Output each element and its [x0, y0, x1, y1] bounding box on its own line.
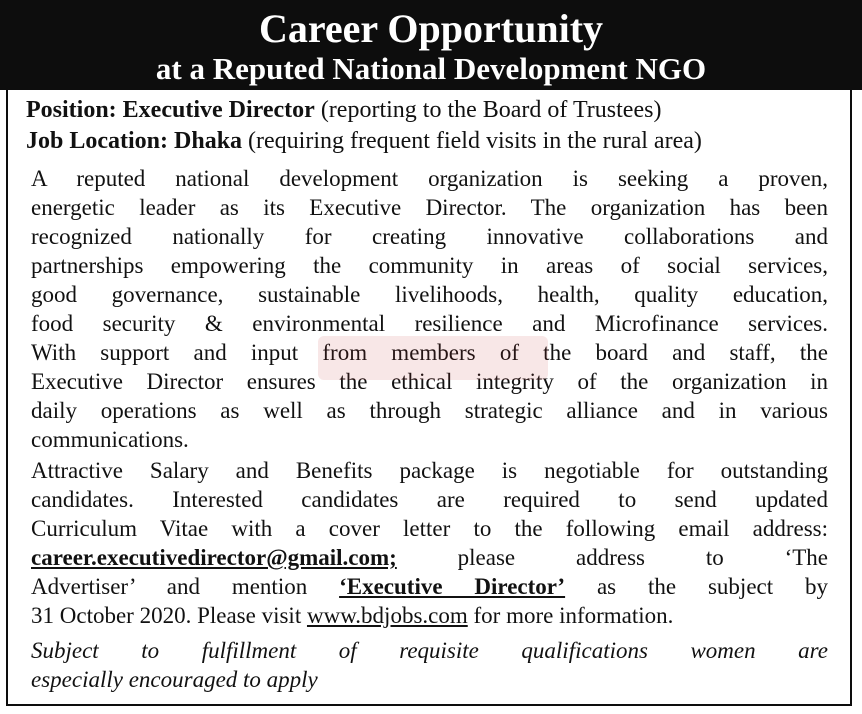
body-line: recognized nationally for creating innovative collaborations and [31, 224, 828, 249]
body-line: communications. [31, 427, 189, 452]
position-line [26, 96, 661, 124]
deadline-after: for more information. [473, 603, 674, 628]
location-label: Job Location: [26, 128, 169, 154]
deadline-before: 31 October 2020. Please visit [31, 603, 302, 628]
position-note: (reporting to the Board of Trustees) [320, 97, 662, 123]
ad-header [0, 0, 862, 90]
footer-line: Subject to fulfillment of requisite qualifications women are [31, 638, 828, 663]
email-line [31, 544, 828, 572]
body-line: Executive Director ensures the ethical integrity of the organization in [31, 369, 828, 394]
ad-subtitle: at a Reputed National Development NGO [155, 51, 707, 86]
location-value: Dhaka [174, 128, 243, 154]
body-line: food security & environmental resilience and Microfinance services. [31, 311, 828, 336]
subject-line [31, 573, 828, 601]
position-label: Position: [26, 97, 117, 123]
apply-line: candidates. Interested candidates are required to send updated [31, 487, 828, 512]
position-value: Executive Director [122, 97, 315, 123]
email-line-rest: please address to ‘The [457, 545, 828, 570]
body-line: With support and input from members of the board and staff, the [31, 340, 828, 365]
body-line: good governance, sustainable livelihoods, health, quality education, [31, 282, 828, 307]
location-note: (requiring frequent field visits in the rural area) [248, 128, 702, 154]
subject-line-after: as the subject by [596, 574, 828, 599]
body-line: energetic leader as its Executive Director. The organization has been [31, 195, 828, 220]
apply-line: Curriculum Vitae with a cover letter to the following email address: [31, 516, 828, 541]
subject-line-before: Advertiser’ and mention [31, 574, 308, 599]
email-link[interactable]: career.executivedirector@gmail.com; [31, 545, 397, 570]
body-line: A reputed national development organization is seeking a proven, [31, 166, 828, 191]
subject-text: ‘Executive Director’ [339, 574, 566, 599]
footer-line: especially encouraged to apply [31, 667, 318, 692]
body-line: daily operations as well as through strategic alliance and in various [31, 398, 828, 423]
deadline-line [31, 602, 828, 630]
apply-line: Attractive Salary and Benefits package is negotiable for outstanding [31, 458, 828, 483]
watermark-logo [318, 336, 548, 380]
ad-title: Career Opportunity [258, 6, 604, 51]
location-line [26, 127, 702, 155]
body-line: partnerships empowering the community in areas of social services, [31, 253, 828, 278]
bdjobs-link[interactable]: www.bdjobs.com [306, 603, 468, 628]
